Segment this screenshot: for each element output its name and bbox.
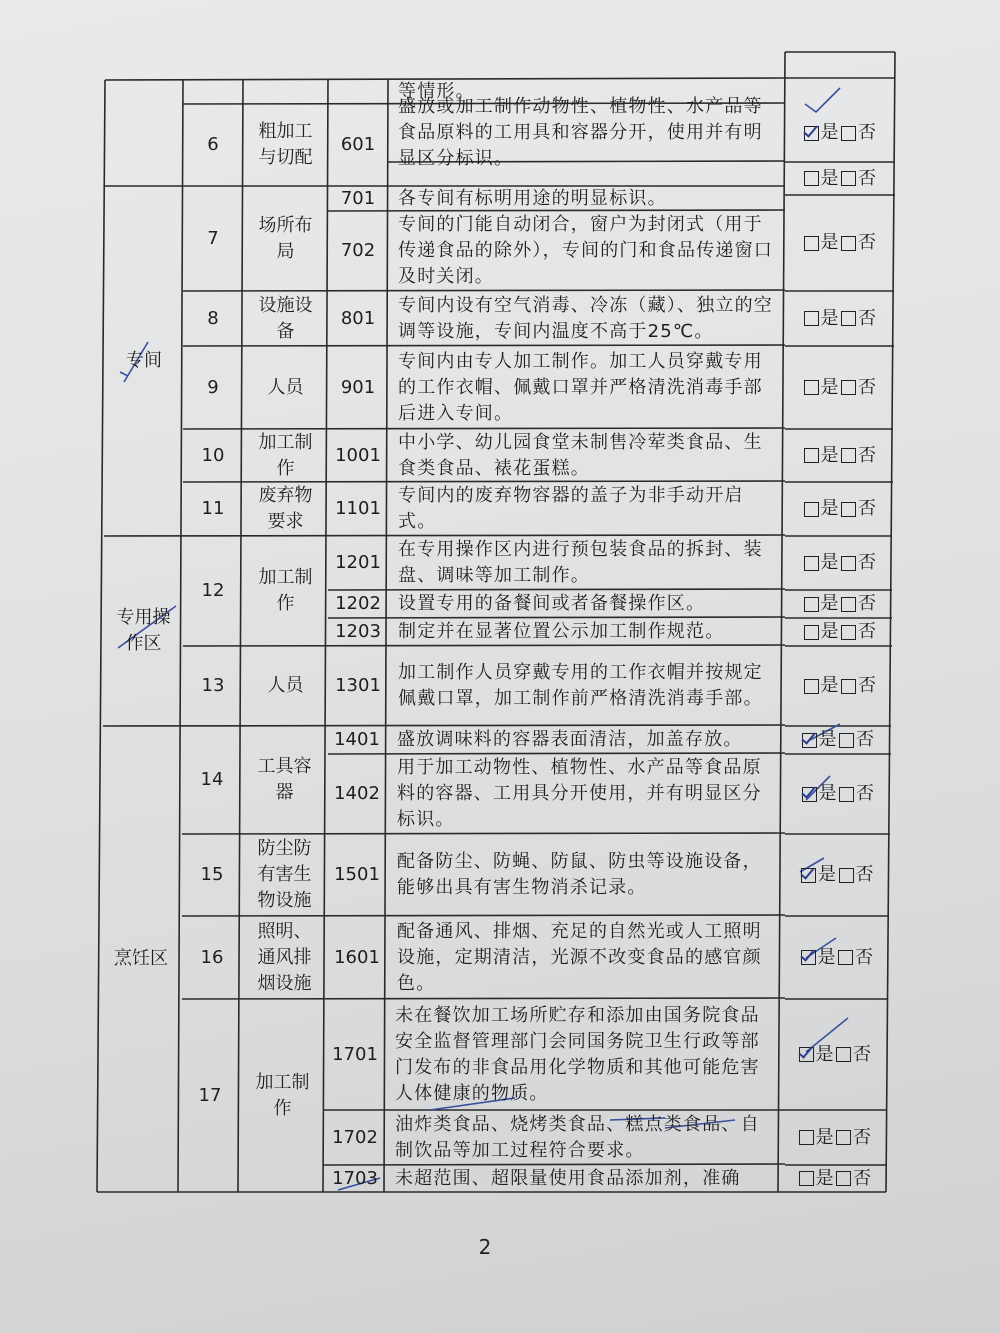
area-label: 专用操 作区: [116, 607, 171, 654]
item-code: 1703: [332, 1167, 378, 1189]
requirement-text: 油炸类食品、烧烤类食品、糕点类食品、自制饮品等加工过程符合要求。: [395, 1113, 760, 1161]
item-code: 1202: [335, 593, 381, 614]
item-number: 8: [207, 307, 219, 329]
requirement-text: 设置专用的备餐间或者备餐操作区。: [398, 593, 706, 614]
yes-checkbox[interactable]: [804, 126, 819, 141]
requirement-text: 在专用操作区内进行预包装食品的拆封、装盘、调味等加工制作。: [398, 539, 763, 586]
yes-no-option[interactable]: 是 否: [782, 999, 888, 1110]
yes-no-option[interactable]: 是 否: [785, 195, 895, 291]
item-name: 人员: [267, 675, 304, 696]
yes-checkbox[interactable]: [804, 311, 819, 326]
item-number: 16: [200, 946, 224, 968]
item-number: 10: [201, 444, 225, 466]
yes-no-option[interactable]: 是 否: [785, 590, 895, 618]
yes-checkbox[interactable]: [804, 625, 819, 640]
yes-checkbox[interactable]: [799, 1171, 814, 1186]
requirement-text: 盛放或加工制作动物性、植物性、水产品等食品原料的工用具和容器分开，使用并有明显区分标识。: [398, 96, 763, 169]
item-code: 1701: [332, 1043, 378, 1065]
no-checkbox[interactable]: [841, 126, 856, 141]
item-number: 17: [198, 1084, 222, 1106]
requirement-text: 制定并在显著位置公示加工制作规范。: [398, 621, 725, 642]
yes-no-option[interactable]: 是 否: [785, 646, 895, 726]
item-code: 1301: [335, 675, 381, 696]
requirement-text: 配备通风、排烟、充足的自然光或人工照明设施，定期清洁，光源不改变食品的感官颜色。: [397, 920, 762, 994]
yes-checkbox[interactable]: [804, 380, 819, 395]
item-number: 14: [200, 769, 224, 790]
yes-no-option[interactable]: 是 否: [785, 834, 890, 916]
yes-no-option[interactable]: 是 否: [782, 1165, 888, 1192]
no-checkbox[interactable]: [836, 1047, 851, 1062]
yes-checkbox[interactable]: [802, 733, 817, 748]
requirement-text: 用于加工动物性、植物性、水产品等食品原料的容器、工用具分开使用，并有明显区分标识。: [397, 757, 762, 830]
yes-checkbox[interactable]: [804, 448, 819, 463]
item-code: 901: [340, 376, 376, 398]
item-code: 1702: [332, 1126, 378, 1148]
item-name: 废弃物 要求: [258, 485, 313, 532]
item-code: 801: [340, 307, 376, 329]
item-number: 12: [201, 580, 225, 601]
yes-checkbox[interactable]: [801, 950, 816, 965]
yes-checkbox[interactable]: [799, 1047, 814, 1062]
no-checkbox[interactable]: [841, 502, 856, 517]
no-checkbox[interactable]: [841, 556, 856, 571]
item-code: 1201: [335, 552, 381, 573]
no-checkbox[interactable]: [841, 171, 856, 186]
no-checkbox[interactable]: [838, 950, 853, 965]
item-code: 1601: [334, 946, 380, 968]
no-checkbox[interactable]: [841, 311, 856, 326]
item-code: 701: [340, 187, 376, 209]
yes-checkbox[interactable]: [799, 1130, 814, 1145]
no-checkbox[interactable]: [836, 1171, 851, 1186]
item-code: 601: [340, 134, 376, 155]
yes-no-option[interactable]: 是 否: [785, 536, 895, 590]
item-name: 加工制 作: [255, 1071, 310, 1119]
no-checkbox[interactable]: [836, 1130, 851, 1145]
item-name: 粗加工 与切配: [258, 121, 313, 168]
requirement-text: 未在餐饮加工场所贮存和添加由国务院食品安全监督管理部门会同国务院卫生行政等部门发布的非食品用化学物质和其他可能危害人体健康的物质。: [395, 1004, 760, 1104]
yes-no-option[interactable]: 是 否: [785, 162, 895, 195]
yes-checkbox[interactable]: [802, 787, 817, 802]
yes-no-option[interactable]: 是 否: [785, 346, 895, 429]
yes-no-option[interactable]: 是 否: [785, 916, 889, 999]
requirement-text: 等情形。: [398, 81, 475, 102]
no-checkbox[interactable]: [841, 597, 856, 612]
item-name: 工具容 器: [257, 756, 312, 803]
item-code: 1501: [334, 864, 380, 885]
yes-checkbox[interactable]: [804, 171, 819, 186]
item-name: 防尘防 有害生 物设施: [257, 838, 312, 911]
yes-no-option[interactable]: 是 否: [785, 754, 891, 834]
requirement-text: 中小学、幼儿园食堂未制售冷荤类食品、生食类食品、裱花蛋糕。: [398, 431, 763, 479]
yes-no-option[interactable]: 是 否: [785, 482, 895, 536]
yes-checkbox[interactable]: [804, 556, 819, 571]
yes-no-option[interactable]: 是 否: [785, 618, 895, 646]
item-code: 1203: [335, 621, 381, 642]
yes-no-option[interactable]: 是 否: [785, 291, 895, 346]
no-checkbox[interactable]: [841, 236, 856, 251]
area-label: 专间: [126, 350, 162, 371]
requirement-text: 专间内的废弃物容器的盖子为非手动开启式。: [398, 485, 744, 532]
yes-checkbox[interactable]: [804, 502, 819, 517]
no-checkbox[interactable]: [839, 868, 854, 883]
item-code: 1402: [334, 783, 380, 804]
yes-no-option[interactable]: 是 否: [785, 429, 895, 482]
requirement-text: 专间内设有空气消毒、冷冻（藏）、独立的空调等设施，专间内温度不高于25℃。: [398, 294, 773, 342]
item-code: 702: [340, 240, 376, 261]
no-checkbox[interactable]: [839, 787, 854, 802]
no-checkbox[interactable]: [841, 679, 856, 694]
requirement-text: 各专间有标明用途的明显标识。: [398, 187, 667, 209]
item-number: 9: [207, 376, 219, 398]
no-checkbox[interactable]: [841, 448, 856, 463]
item-number: 6: [207, 134, 219, 155]
requirement-text: 配备防尘、防蝇、防鼠、防虫等设施设备，能够出具有害生物消杀记录。: [397, 851, 762, 898]
yes-checkbox[interactable]: [804, 679, 819, 694]
requirement-text: 专间的门能自动闭合，窗户为封闭式（用于传递食品的除外），专间的门和食品传递窗口及时关闭。: [398, 214, 773, 287]
item-number: 7: [207, 227, 219, 249]
item-name: 照明、 通风排 烟设施: [257, 920, 312, 994]
requirement-text: 盛放调味料的容器表面清洁，加盖存放。: [397, 729, 743, 750]
item-number: 11: [201, 498, 225, 519]
yes-checkbox[interactable]: [801, 868, 816, 883]
item-name: 场所布 局: [258, 214, 313, 262]
item-name: 人员: [267, 376, 304, 398]
item-name: 加工制 作: [258, 431, 313, 479]
yes-no-option[interactable]: 是 否: [785, 726, 891, 754]
item-number: 15: [200, 864, 224, 885]
item-name: 设施设 备: [258, 294, 313, 342]
yes-checkbox[interactable]: [804, 236, 819, 251]
item-name: 加工制 作: [258, 567, 313, 614]
item-code: 1101: [335, 498, 381, 519]
item-code: 1001: [335, 444, 381, 466]
requirement-text: 加工制作人员穿戴专用的工作衣帽并按规定佩戴口罩，加工制作前严格清洗消毒手部。: [398, 662, 763, 709]
yes-no-option[interactable]: 是 否: [785, 104, 895, 162]
item-number: 13: [201, 675, 225, 696]
area-label: 烹饪区: [114, 948, 168, 969]
page-number: 2: [478, 1235, 492, 1259]
requirement-text: 未超范围、超限量使用食品添加剂，准确: [395, 1167, 741, 1189]
yes-no-option[interactable]: 是 否: [782, 1110, 888, 1165]
yes-checkbox[interactable]: [804, 597, 819, 612]
no-checkbox[interactable]: [841, 625, 856, 640]
requirement-text: 专间内由专人加工制作。加工人员穿戴专用的工作衣帽、佩戴口罩并严格清洗消毒手部后进入专间。: [398, 350, 763, 424]
no-checkbox[interactable]: [841, 380, 856, 395]
no-checkbox[interactable]: [839, 733, 854, 748]
item-code: 1401: [334, 729, 380, 750]
